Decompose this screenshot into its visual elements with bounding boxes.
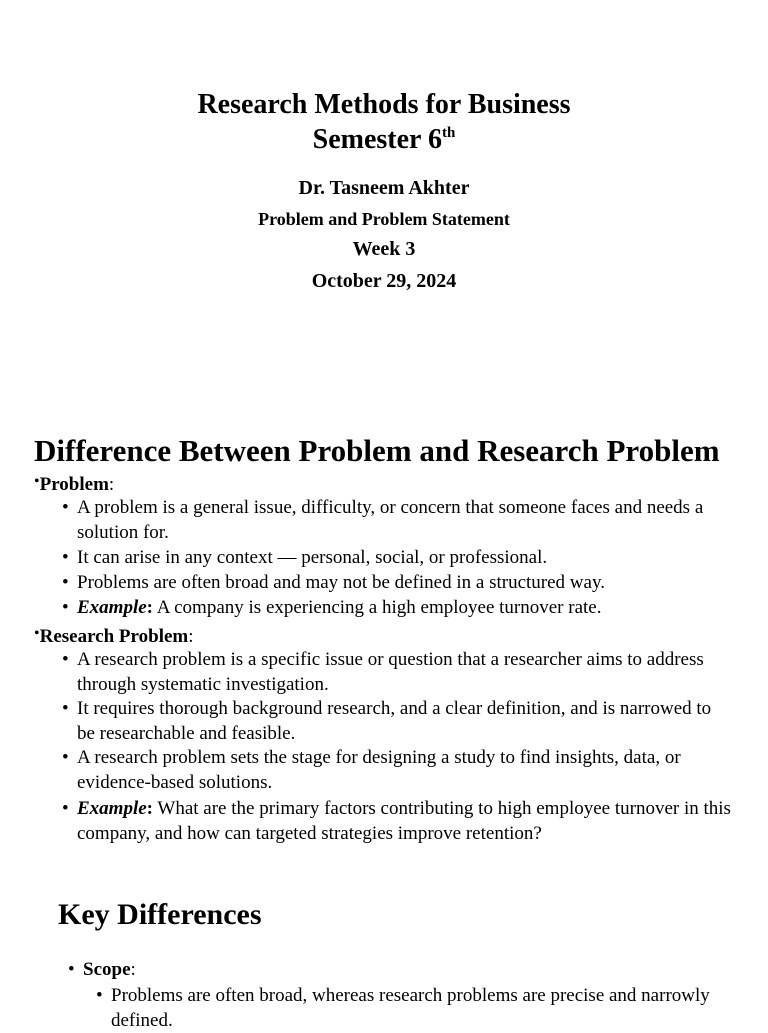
bullet-glyph: • <box>62 747 69 768</box>
colon: : <box>146 798 153 819</box>
scope-point <box>96 983 741 1033</box>
course-title: Research Methods for Business <box>197 89 571 120</box>
main-bullet-problem <box>34 469 114 497</box>
bullet-glyph: • <box>96 985 103 1006</box>
bullet-glyph: • <box>62 698 69 719</box>
semester-label: Semester 6 <box>312 124 442 155</box>
bullet-glyph: • <box>34 473 40 490</box>
bullet-glyph: • <box>34 625 40 642</box>
research-problem-point <box>62 745 747 795</box>
bullet-glyph: • <box>62 798 69 819</box>
section-heading-difference: Difference Between Problem and Research Problem <box>34 433 720 468</box>
bullet-glyph: • <box>62 547 69 568</box>
problem-point <box>62 570 757 595</box>
problem-point <box>62 495 737 545</box>
colon: : <box>146 597 153 618</box>
colon: : <box>188 626 194 647</box>
example-label: Example <box>77 597 147 618</box>
point-text: A research problem is a specific issue or question that a researcher aims to address through systematic investigation. <box>77 649 704 695</box>
instructor-name: Dr. Tasneem Akhter <box>298 177 470 199</box>
section-heading-key-differences: Key Differences <box>58 898 262 931</box>
example-label: Example <box>77 798 147 819</box>
research-problem-point <box>62 647 742 697</box>
colon: : <box>130 959 136 980</box>
point-text: Problems are often broad, whereas research problems are precise and narrowly defined. <box>111 985 710 1031</box>
point-text: It can arise in any context — personal, social, or professional. <box>77 547 548 568</box>
research-problem-example <box>62 796 757 846</box>
point-text: A problem is a general issue, difficulty, or concern that someone faces and needs a solution for. <box>77 497 704 543</box>
example-text: A company is experiencing a high employee turnover rate. <box>153 597 602 618</box>
point-text: A research problem sets the stage for designing a study to find insights, data, or evidence-based solutions. <box>77 747 681 793</box>
main-bullet-research-problem <box>34 621 194 649</box>
problem-example <box>62 595 757 620</box>
problem-label: Problem <box>39 474 109 495</box>
problem-point <box>62 545 757 570</box>
point-text: Problems are often broad and may not be defined in a structured way. <box>77 572 605 593</box>
example-text: What are the primary factors contributing to high employee turnover in this company, and how can targeted strategies improve retention? <box>77 798 731 844</box>
lecture-date: October 29, 2024 <box>311 270 457 292</box>
colon: : <box>108 474 115 495</box>
semester-ordinal-suffix: th <box>441 125 456 141</box>
bullet-glyph: • <box>62 497 69 518</box>
bullet-glyph: • <box>62 597 69 618</box>
point-text: It requires thorough background research, and a clear definition, and is narrowed to be researchable and feasible. <box>77 698 712 744</box>
semester-line <box>0 123 768 157</box>
research-problem-label: Research Problem <box>39 626 189 647</box>
bullet-glyph: • <box>62 572 69 593</box>
scope-label: Scope <box>83 959 131 980</box>
main-bullet-scope <box>68 957 583 982</box>
week-label: Week 3 <box>352 238 416 260</box>
lecture-topic: Problem and Problem Statement <box>258 209 510 229</box>
bullet-glyph: • <box>62 649 69 670</box>
bullet-glyph: • <box>68 959 75 980</box>
research-problem-point <box>62 696 717 746</box>
